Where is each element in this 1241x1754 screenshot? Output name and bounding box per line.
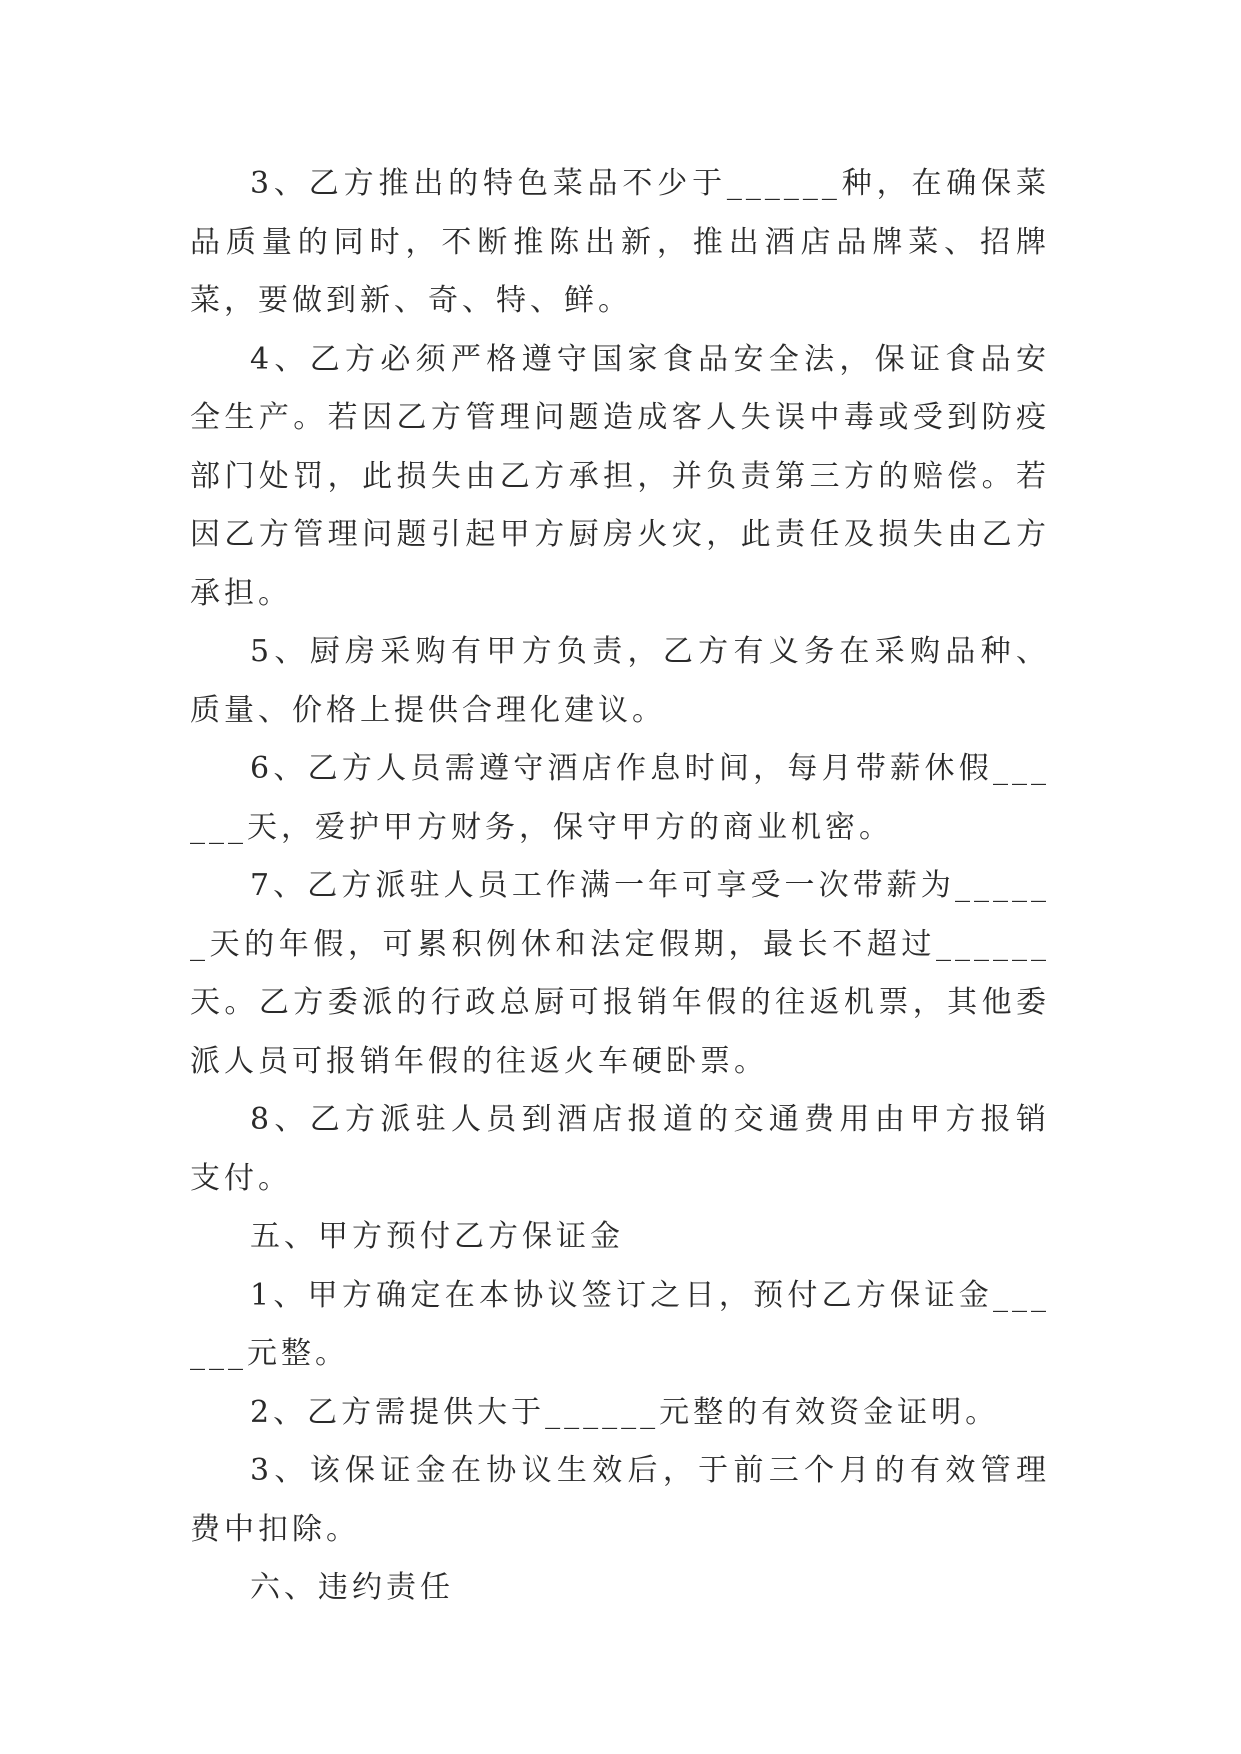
clause-paragraph: 3、乙方推出的特色菜品不少于______种，在确保菜品质量的同时，不断推陈出新，推出酒店品牌菜、招牌菜，要做到新、奇、特、鲜。 — [190, 166, 1050, 318]
section-heading: 六、违约责任 — [250, 1570, 454, 1605]
document-body — [190, 155, 1050, 1618]
clause-paragraph: 1、甲方确定在本协议签订之日，预付乙方保证金______元整。 — [190, 1277, 1050, 1371]
clause-paragraph: 4、乙方必须严格遵守国家食品安全法，保证食品安全生产。若因乙方管理问题造成客人失误中毒或受到防疫部门处罚，此损失由乙方承担，并负责第三方的赔偿。若因乙方管理问题引起甲方厨房火灾，此责任及损失由乙方承担。 — [190, 341, 1050, 611]
clause-paragraph: 6、乙方人员需遵守酒店作息时间，每月带薪休假______天，爱护甲方财务，保守甲方的商业机密。 — [190, 751, 1050, 845]
section-heading: 五、甲方预付乙方保证金 — [250, 1219, 624, 1254]
clause-paragraph: 7、乙方派驻人员工作满一年可享受一次带薪为______天的年假，可累积例休和法定假期，最长不超过______天。乙方委派的行政总厨可报销年假的往返机票，其他委派人员可报销年假的往返火车硬卧票。 — [190, 868, 1050, 1079]
clause-paragraph: 8、乙方派驻人员到酒店报道的交通费用由甲方报销支付。 — [190, 1102, 1050, 1196]
clause-paragraph: 5、厨房采购有甲方负责，乙方有义务在采购品种、质量、价格上提供合理化建议。 — [190, 634, 1050, 728]
clause-paragraph: 2、乙方需提供大于______元整的有效资金证明。 — [250, 1394, 1000, 1430]
clause-paragraph: 3、该保证金在协议生效后，于前三个月的有效管理费中扣除。 — [190, 1453, 1050, 1547]
